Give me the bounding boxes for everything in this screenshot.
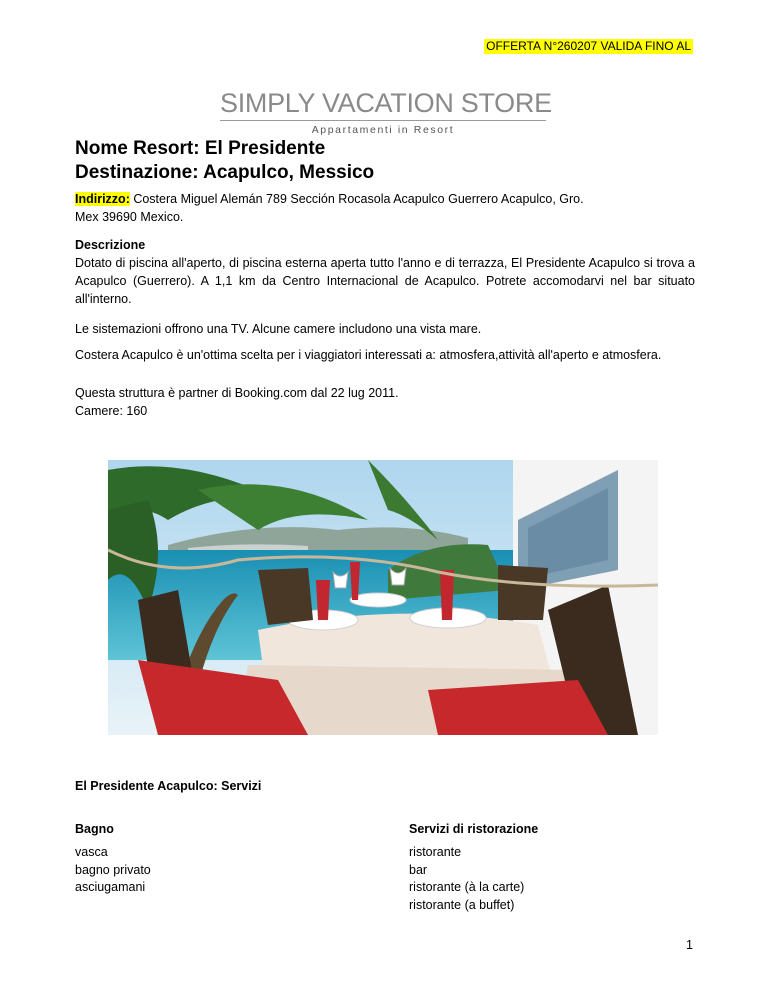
services-title: El Presidente Acapulco: Servizi [75,779,262,793]
description-paragraph-4 [75,384,695,420]
dining-title: Servizi di ristorazione [409,822,539,836]
address-line-2: Mex 39690 Mexico. [75,210,184,224]
list-item: bar [409,862,428,877]
list-item: ristorante (a buffet) [409,897,515,912]
resort-name-heading: Nome Resort: El Presidente [75,138,326,159]
list-item: ristorante (à la carte) [409,880,525,894]
partner-since-text: Questa struttura è partner di Booking.com dal 22 lug 2011. [75,386,399,400]
description-paragraph-2: Le sistemazioni offrono una TV. Alcune camere includono una vista mare. [75,322,482,336]
restaurant-terrace-illustration [108,460,658,735]
list-item: vasca [75,845,108,859]
resort-photo [108,460,658,735]
room-count-text: Camere: 160 [75,404,148,418]
logo-title: SIMPLY VACATION STORE [220,88,552,118]
destination-heading: Destinazione: Acapulco, Messico [75,162,375,183]
logo-divider [220,120,546,121]
description-paragraph-3: Costera Acapulco è un'ottima scelta per i viaggiatori interessati a: atmosfera,attività all'aperto e atmosfera. [75,348,662,362]
brand-logo [220,88,552,136]
description-paragraph-1: Dotato di piscina all'aperto, di piscina esterna aperta tutto l'anno e di terrazza, El Presidente Acapulco si trova a Acapulco (Guerrero). A 1,1 km da Centro Internacional de Acapulco. Potrete accomodarvi nel bar situato all'interno. [75,256,695,306]
address-line-1: Costera Miguel Alemán 789 Sección Rocasola Acapulco Guerrero Acapulco, Gro. [129,192,584,206]
list-item: bagno privato [75,862,151,877]
description-block [75,236,695,308]
list-item: asciugamani [75,880,146,894]
list-item: ristorante [409,845,462,859]
bathroom-title: Bagno [75,822,114,836]
dining-list [409,844,524,914]
bathroom-list [75,844,151,897]
address-block [75,190,695,226]
logo-subtitle: Appartamenti in Resort [311,124,455,136]
description-title: Descrizione [75,238,146,252]
page-number: 1 [686,938,693,952]
address-label: Indirizzo: [75,192,130,206]
offer-header: OFFERTA N°260207 VALIDA FINO AL [486,39,691,53]
